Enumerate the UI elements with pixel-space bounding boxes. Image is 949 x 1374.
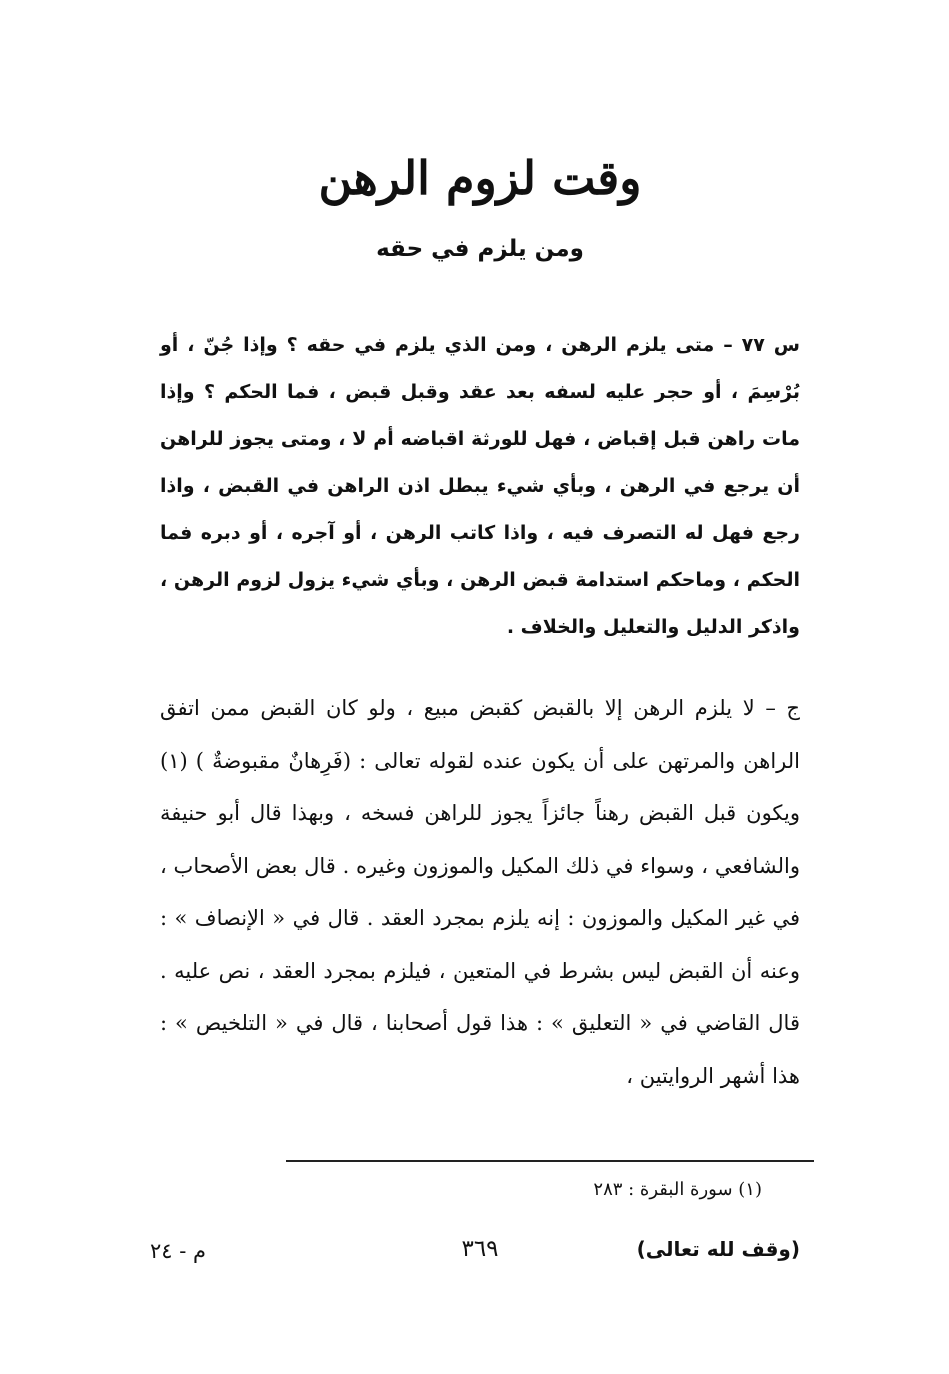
chapter-subtitle: ومن يلزم في حقه [376,236,584,262]
footnote: (١) سورة البقرة : ٢٨٣ [593,1179,762,1200]
question-paragraph: س ٧٧ – متى يلزم الرهن ، ومن الذي يلزم في حقه ؟ وإذا جُنّ ، أو بُرْسِمَ ، أو حجر عليه لسفه بعد عقد وقبل قبض ، فما الحكم ؟ وإذا مات راهن قبل إقباض ، فهل للورثة اقباضه أم لا ، ومتى يجوز للراهن أن يرجع في الرهن ، وبأي شيء يبطل اذن الراهن في القبض ، واذا رجع فهل له التصرف فيه ، واذا كاتب الرهن ، أو آجره ، أو دبره فما الحكم ، وماحكم استدامة قبض الرهن ، وبأي شيء يزول لزوم الرهن ، واذكر الدليل والتعليل والخلاف . [160,334,800,638]
signature-code: م - ٢٤ [150,1239,207,1263]
footnote-divider [286,1160,814,1162]
chapter-title: وقت لزوم الرهن [318,151,642,205]
answer-paragraph: ج – لا يلزم الرهن إلا بالقبض كقبض مبيع ، ولو كان القبض ممن اتفق الراهن والمرتهن على أن يكون عنده لقوله تعالى : (فَرِهانٌ مقبوضةٌ ) (١) ويكون قبل القبض رهناً جائزاً يجوز للراهن فسخه ، وبهذا قال أبو حنيفة والشافعي ، وسواء في ذلك المكيل والموزون وغيره . قال بعض الأصحاب ، في غير المكيل والموزون : إنه يلزم بمجرد العقد . قال في « الإنصاف » : وعنه أن القبض ليس بشرط في المتعين ، فيلزم بمجرد العقد ، نص عليه . قال القاضي في « التعليق » : هذا قول أصحابنا ، قال في « التلخيص » : هذا أشهر الروايتين ، [160,696,800,1088]
page-number: ٣٦٩ [461,1236,499,1262]
book-title-stamp: (وقف لله تعالى) [636,1237,800,1261]
